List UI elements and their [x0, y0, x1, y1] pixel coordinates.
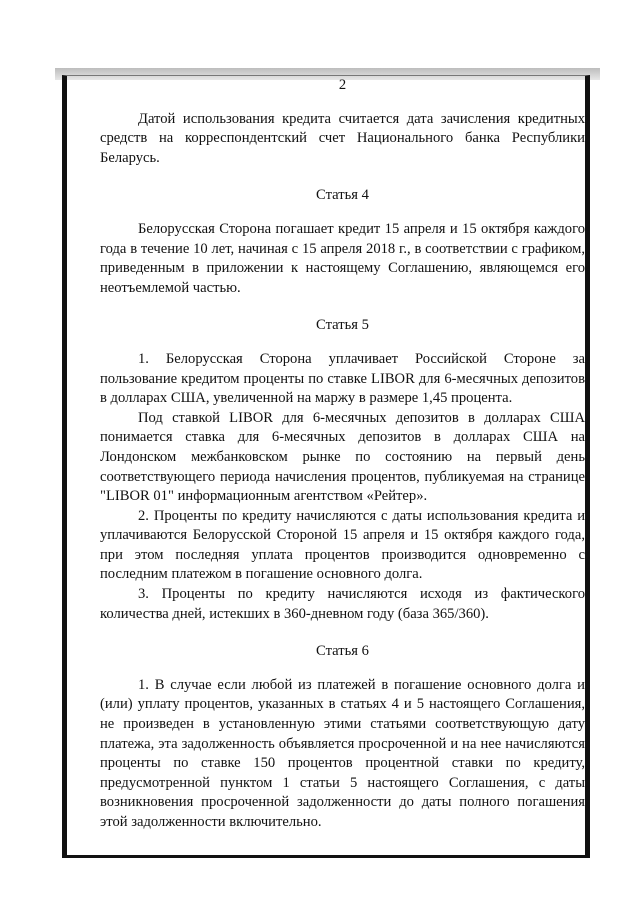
article-4-title: Статья 4 [316, 187, 369, 204]
intro-paragraph: Датой использования кредита считается дата зачисления кредитных средств на корреспондентский счет Национального банка Республики Беларусь. [100, 110, 585, 166]
page-number: 2 [338, 77, 347, 93]
article-4-paragraph: Белорусская Сторона погашает кредит 15 апреля и 15 октября каждого года в течение 10 лет, начиная с 15 апреля 2018 г., в соответствии с графиком, приведенным в приложении к настоящему Соглашению, являющемся его неотъемлемой частью. [100, 220, 585, 296]
article-6-title: Статья 6 [316, 643, 369, 660]
document-page [100, 76, 585, 833]
article-5-title: Статья 5 [316, 317, 369, 334]
article-5-paragraph-2: 2. Проценты по кредиту начисляются с даты использования кредита и уплачиваются Белорусской Стороной 15 апреля и 15 октября каждого года, при этом последняя уплата процентов производится одновременно с последним платежом в погашение основного долга. [100, 507, 585, 583]
article-5-paragraph-1: 1. Белорусская Сторона уплачивает Российской Стороне за пользование кредитом проценты по ставке LIBOR для 6-месячных депозитов в долларах США, увеличенной на маржу в размере 1,45 процента. [100, 350, 585, 407]
article-6-paragraph-1: 1. В случае если любой из платежей в погашение основного долга и (или) уплату процентов, указанных в статьях 4 и 5 настоящего Соглашения, не произведен в установленную этими статьями соответствующую дату платежа, эта задолженность объявляется просроченной и на нее начисляются проценты по ставке 150 процентов процентной ставки по кредиту, предусмотренной пунктом 1 статьи 5 настоящего Соглашения, с даты возникновения просроченной задолженности до даты полного погашения этой задолженности включительно. [100, 676, 585, 830]
article-5-paragraph-libor: Под ставкой LIBOR для 6-месячных депозитов в долларах США понимается ставка для 6-месячных депозитов в долларах США на Лондонском межбанковском рынке по состоянию на первый день соответствующего периода начисления процентов, публикуемая на странице "LIBOR 01" информационным агентством «Рейтер». [100, 409, 585, 505]
article-5-paragraph-3: 3. Проценты по кредиту начисляются исходя из фактического количества дней, истекших в 360-дневном году (база 365/360). [100, 586, 585, 622]
